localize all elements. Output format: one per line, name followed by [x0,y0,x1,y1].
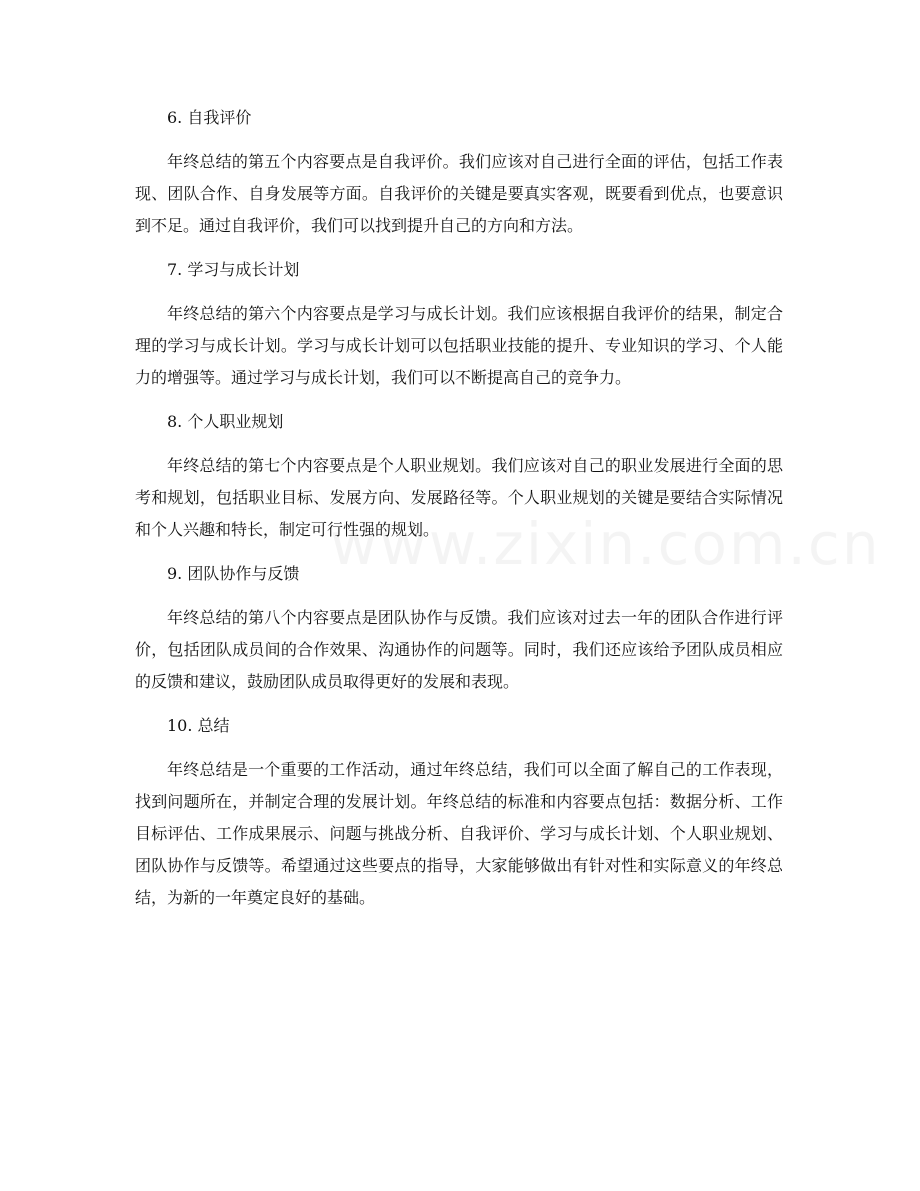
section-paragraph: 年终总结的第六个内容要点是学习与成长计划。我们应该根据自我评价的结果，制定合理的学习与成长计划。学习与成长计划可以包括职业技能的提升、专业知识的学习、个人能力的增强等。通过学习与成长计划，我们可以不断提高自己的竞争力。 [135,304,783,387]
section-paragraph: 年终总结的第五个内容要点是自我评价。我们应该对自己进行全面的评估，包括工作表现、团队合作、自身发展等方面。自我评价的关键是要真实客观，既要看到优点，也要意识到不足。通过自我评价，我们可以找到提升自己的方向和方法。 [135,152,783,235]
section-learning-growth-plan [135,254,783,394]
section-heading: 7. 学习与成长计划 [167,260,300,279]
section-heading: 9. 团队协作与反馈 [167,564,300,583]
section-career-planning [135,406,783,546]
section-heading: 10. 总结 [167,716,230,735]
section-heading: 6. 自我评价 [167,108,252,127]
section-paragraph: 年终总结的第七个内容要点是个人职业规划。我们应该对自己的职业发展进行全面的思考和规划，包括职业目标、发展方向、发展路径等。个人职业规划的关键是要结合实际情况和个人兴趣和特长，制定可行性强的规划。 [135,456,783,539]
section-team-collaboration [135,558,783,698]
section-heading: 8. 个人职业规划 [167,412,284,431]
section-self-evaluation [135,102,783,242]
section-summary [135,710,783,914]
section-paragraph: 年终总结是一个重要的工作活动，通过年终总结，我们可以全面了解自己的工作表现，找到问题所在，并制定合理的发展计划。年终总结的标准和内容要点包括：数据分析、工作目标评估、工作成果展示、问题与挑战分析、自我评价、学习与成长计划、个人职业规划、团队协作与反馈等。希望通过这些要点的指导，大家能够做出有针对性和实际意义的年终总结，为新的一年奠定良好的基础。 [135,760,783,907]
document-content [135,102,783,926]
section-paragraph: 年终总结的第八个内容要点是团队协作与反馈。我们应该对过去一年的团队合作进行评价，包括团队成员间的合作效果、沟通协作的问题等。同时，我们还应该给予团队成员相应的反馈和建议，鼓励团队成员取得更好的发展和表现。 [135,608,783,691]
